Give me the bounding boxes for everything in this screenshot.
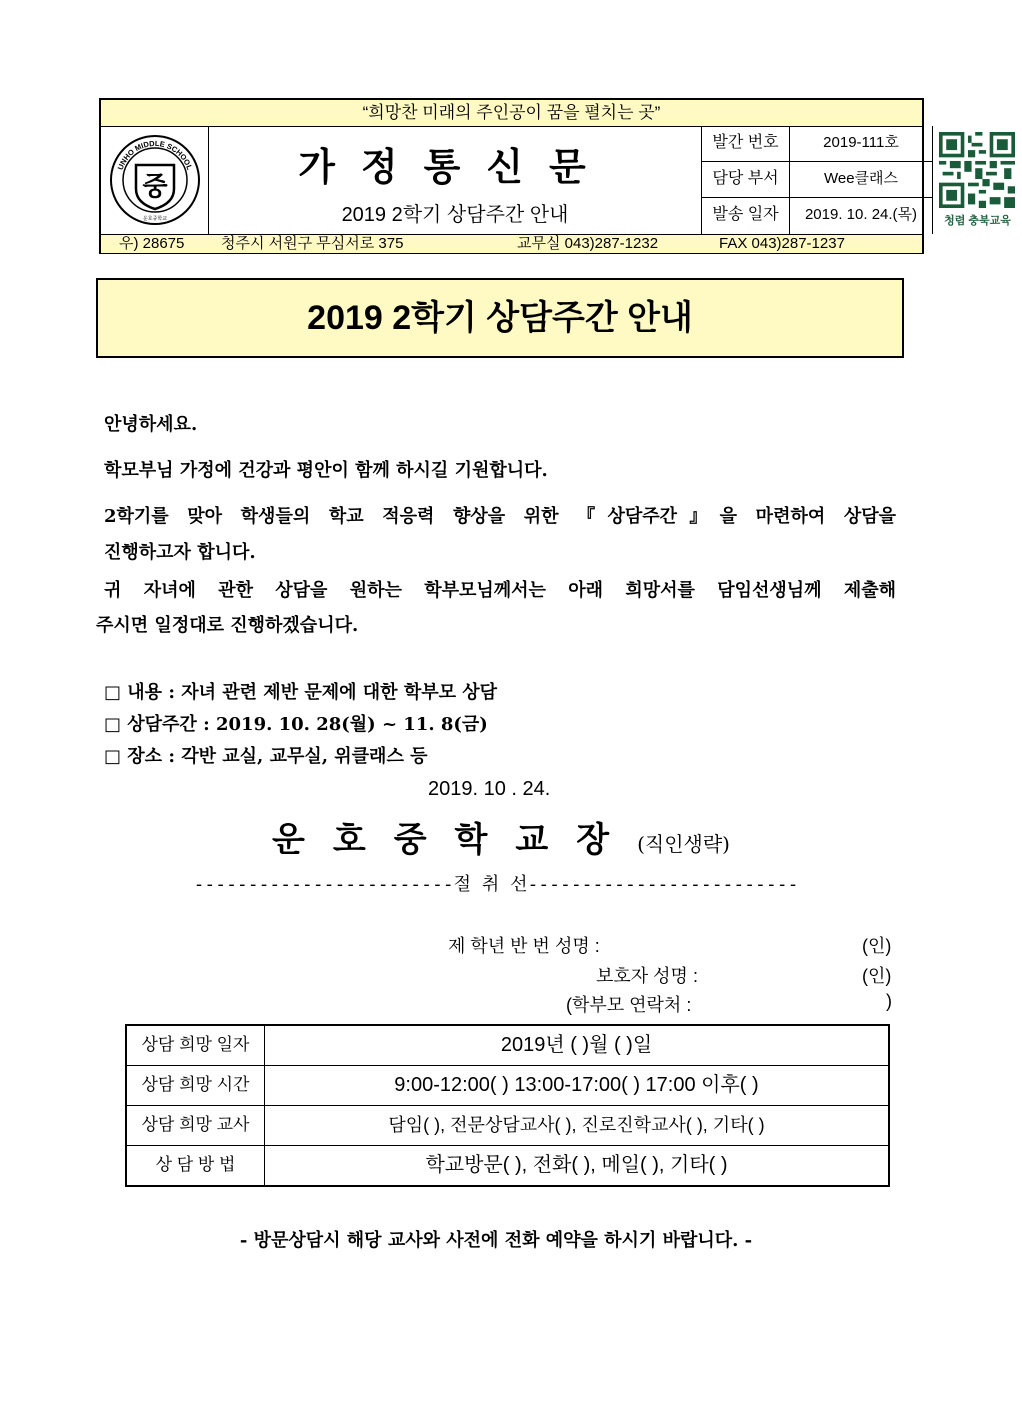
meta-row-department: [702, 162, 933, 198]
meta-value: 2019. 10. 24.(목): [790, 198, 933, 234]
row-label: 상담 희망 시간: [127, 1066, 265, 1105]
logo-letter: 중: [142, 172, 168, 202]
school-motto: “희망찬 미래의 주인공이 꿈을 펼치는 곳”: [101, 100, 922, 127]
item-location: □ 장소 : 각반 교실, 교무실, 위클래스 등: [104, 746, 428, 767]
item-period: □ 상담주간 : 2019. 10. 28(월) ~ 11. 8(금): [104, 714, 488, 735]
meta-value: 2019-111호: [790, 126, 933, 161]
notice-banner-title: 2019 2학기 상담주간 안내: [96, 278, 904, 358]
body-line-purpose-cont: 진행하고자 합니다.: [104, 542, 256, 563]
parent-contact-line: (학부모 연락처 :: [566, 995, 692, 1015]
guardian-seal: (인): [862, 966, 892, 986]
table-row: [127, 1146, 888, 1186]
issue-meta-table: [702, 126, 933, 234]
item-content: □ 내용 : 자녀 관련 제반 문제에 대한 학부모 상담: [104, 682, 498, 703]
body-line-request: 귀 자녀에 관한 상담을 원하는 학부모님께서는 아래 희망서를 담임선생님께 제출해: [104, 580, 896, 601]
row-value: 담임( ), 전문상담교사( ), 진로진학교사( ), 기타( ): [388, 1115, 765, 1135]
qr-code-icon: [939, 132, 1015, 208]
row-value: 학교방문( ), 전화( ), 메일( ), 기타( ): [425, 1154, 728, 1176]
newsletter-title: 가정통신문: [298, 144, 612, 189]
row-value: 2019년 ( )월 ( )일: [500, 1034, 653, 1056]
logo-bottom-text: 운호중학교: [142, 216, 168, 222]
guardian-name-line: 보호자 성명 :: [596, 966, 698, 986]
school-logo-cell: [101, 126, 209, 234]
consultation-request-table: [125, 1024, 890, 1187]
qr-cell: [933, 126, 1022, 234]
parent-contact-close: ): [886, 991, 892, 1011]
body-line-purpose: 2학기를 맞아 학생들의 학교 적응력 향상을 위한 『상담주간』을 마련하여 상담을: [104, 506, 896, 527]
meta-label: 발송 일자: [702, 198, 790, 234]
principal-signature: [272, 812, 730, 861]
logo-ring-text: UNHO MIDDLE SCHOOL: [115, 138, 195, 172]
student-info-line: 제 학년 반 번 성명 :: [448, 936, 600, 956]
principal-title: 운호중학교장: [272, 820, 638, 860]
body-line-wish: 학모부님 가정에 건강과 평안이 함께 하시길 기원합니다.: [104, 460, 548, 481]
qr-caption: 청렴 충북교육: [944, 215, 1011, 227]
school-address: 청주시 서원구 무심서로 375: [221, 235, 404, 252]
fax-number: FAX 043)287-1237: [719, 235, 845, 252]
issue-date: 2019. 10 . 24.: [428, 778, 551, 800]
meta-row-send-date: [702, 198, 933, 234]
school-logo: [102, 127, 208, 233]
meta-row-issue-number: [702, 126, 933, 162]
student-seal: (인): [862, 936, 892, 956]
row-label: 상담 희망 교사: [127, 1106, 265, 1145]
title-cell: [209, 126, 702, 234]
table-row: [127, 1106, 888, 1146]
postal-code: 우) 28675: [119, 235, 185, 252]
cut-line: ------------------------절 취 선-------------------------: [193, 874, 799, 895]
table-row: [127, 1066, 888, 1106]
meta-value: Wee클래스: [790, 162, 933, 197]
contact-bar: [101, 234, 922, 253]
footer-note: - 방문상담시 해당 교사와 사전에 전화 예약을 하시기 바랍니다. -: [239, 1230, 753, 1251]
row-label: 상담 희망 일자: [127, 1026, 265, 1065]
phone-number: 교무실 043)287-1232: [517, 235, 659, 252]
greeting: 안녕하세요.: [104, 414, 198, 435]
newsletter-subtitle: 2019 2학기 상담주간 안내: [341, 204, 569, 226]
row-value: 9:00-12:00( ) 13:00-17:00( ) 17:00 이후( ): [394, 1074, 759, 1096]
row-label: 상 담 방 법: [127, 1146, 265, 1186]
meta-label: 발간 번호: [702, 126, 790, 161]
body-line-request-cont: 주시면 일정대로 진행하겠습니다.: [96, 615, 359, 636]
meta-label: 담당 부서: [702, 162, 790, 197]
seal-omitted-note: (직인생략): [637, 832, 730, 856]
newsletter-header: [99, 98, 1011, 254]
table-row: [127, 1026, 888, 1066]
